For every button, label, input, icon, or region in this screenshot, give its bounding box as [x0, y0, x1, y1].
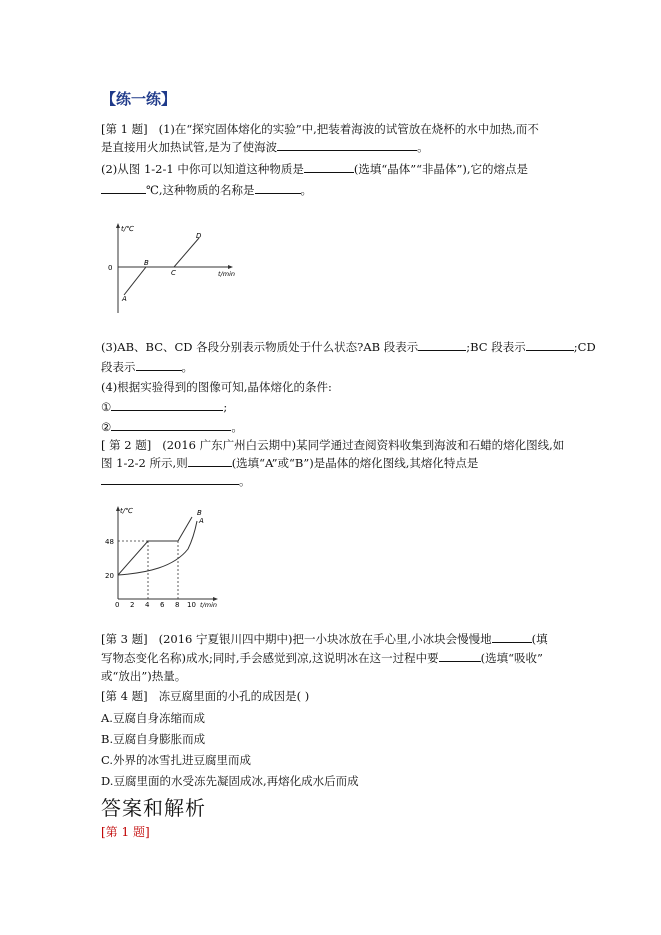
x-tick-2: 2: [130, 601, 135, 609]
x-tick-10: 10: [187, 601, 196, 609]
q4-option-d[interactable]: D.豆腐里面的水受冻先凝固成冰,再熔化成水后而成: [101, 774, 359, 788]
answer-blank[interactable]: [526, 339, 574, 351]
x-tick-6: 6: [160, 601, 165, 609]
answer-blank[interactable]: [418, 339, 466, 351]
q2-line3: 。: [101, 473, 251, 489]
q1-line7: (4)根据实验得到的图像可知,晶体熔化的条件:: [101, 380, 332, 394]
answer-q1-label: [第 1 题]: [101, 825, 150, 839]
x-axis-label: t/min: [200, 601, 217, 609]
y-axis-label: t/℃: [121, 225, 134, 233]
x-axis-label: t/min: [218, 270, 235, 278]
graph-1-2-1: [104, 218, 244, 318]
answer-blank[interactable]: [277, 139, 417, 151]
curve-label-b: B: [197, 509, 202, 517]
answer-section-title: 答案和解析: [101, 796, 206, 820]
point-label-a: A: [122, 295, 127, 303]
answer-blank[interactable]: [188, 455, 232, 467]
section-title: 【练一练】: [101, 90, 177, 108]
q1-line4: ℃,这种物质的名称是 。: [101, 182, 312, 198]
origin-label: 0: [108, 264, 113, 272]
q4-stem: [第 4 题] 冻豆腐里面的小孔的成因是( ): [101, 689, 310, 703]
y-tick-48: 48: [105, 538, 114, 546]
q3-line2: 写物态变化名称)成水;同时,手会感觉到凉,这说明冰在这一过程中要 (选填“吸收”: [101, 651, 543, 665]
x-tick-4: 4: [145, 601, 150, 609]
q1-line1: [第 1 题] (1)在“探究固体熔化的实验”中,把装着海波的试管放在烧杯的水中加热,而不: [101, 122, 539, 136]
answer-blank[interactable]: [439, 650, 481, 662]
q3-line1: [第 3 题] (2016 宁夏银川四中期中)把一小块冰放在手心里,小冰块会慢慢地 (填: [101, 632, 548, 646]
answer-blank[interactable]: [111, 399, 223, 411]
q1-label: [第 1 题]: [101, 122, 148, 136]
q1-line5: (3)AB、BC、CD 各段分别表示物质处于什么状态?AB 段表示 ;BC 段表示 ;CD: [101, 340, 596, 354]
q4-label: [第 4 题]: [101, 689, 148, 703]
answer-blank[interactable]: [101, 182, 146, 194]
q4-option-a[interactable]: A.豆腐自身冻缩而成: [101, 711, 205, 725]
point-label-d: D: [196, 232, 202, 240]
answer-blank[interactable]: [304, 161, 354, 173]
q1-line6: 段表示 。: [101, 360, 193, 374]
y-axis-label: t/℃: [120, 507, 133, 515]
answer-blank[interactable]: [136, 359, 182, 371]
answer-blank[interactable]: [492, 631, 532, 643]
x-tick-8: 8: [175, 601, 180, 609]
q1-line2: 是直接用火加热试管,是为了使海波 。: [101, 140, 429, 154]
y-tick-20: 20: [105, 572, 114, 580]
q2-line1: [ 第 2 题] (2016 广东广州白云期中)某同学通过查阅资料收集到海波和石蜡的熔化图线,如: [101, 438, 565, 452]
answer-blank[interactable]: [255, 182, 301, 194]
q3-line3: 或“放出”)热量。: [101, 669, 187, 683]
q1-condition-1: ① ;: [101, 400, 228, 414]
answer-blank[interactable]: [101, 473, 239, 485]
x-tick-0: 0: [115, 601, 120, 609]
q1-line3: (2)从图 1-2-1 中你可以知道这种物质是 (选填“晶体”“非晶体”),它的熔点是: [101, 162, 528, 176]
answer-blank[interactable]: [111, 419, 231, 431]
graph-1-2-2: [102, 503, 232, 613]
q1-condition-2: ② 。: [101, 420, 243, 434]
q4-option-b[interactable]: B.豆腐自身膨胀而成: [101, 732, 206, 746]
q2-label: [ 第 2 题]: [101, 438, 152, 452]
curve-label-a: A: [199, 517, 204, 525]
q4-option-c[interactable]: C.外界的冰雪扎进豆腐里而成: [101, 753, 252, 767]
point-label-c: C: [171, 269, 176, 277]
q2-line2: 图 1-2-2 所示,则 (选填“A”或“B”)是晶体的熔化图线,其熔化特点是: [101, 456, 479, 470]
point-label-b: B: [144, 259, 149, 267]
q3-label: [第 3 题]: [101, 632, 148, 646]
